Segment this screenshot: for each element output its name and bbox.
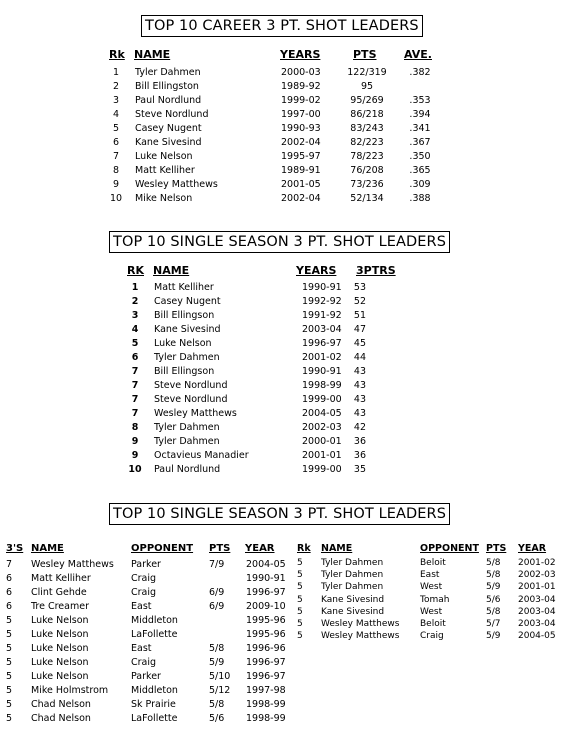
season-row (0, 435, 565, 449)
game-left-row (0, 642, 290, 656)
career-row-name: Kane Sivesind (135, 137, 202, 148)
career-row (0, 192, 565, 206)
game-left-row-opponent: Craig (131, 657, 157, 668)
career-row-rank: 9 (112, 179, 120, 190)
game-right-row-name: Wesley Matthews (321, 619, 400, 629)
career-row-ave: .388 (409, 193, 431, 204)
season-row-rank: 7 (131, 366, 139, 377)
season-row-years: 2002-03 (302, 422, 342, 433)
game-left-row (0, 586, 290, 600)
career-row-name: Paul Nordlund (135, 95, 202, 106)
game-left-row-name: Tre Creamer (31, 601, 89, 612)
game-left-row (0, 558, 290, 572)
game-right-row-rank: 5 (297, 594, 303, 605)
career-row (0, 164, 565, 178)
career-row-name: Wesley Matthews (135, 179, 218, 190)
career-row-pts: 73/236 (350, 179, 384, 190)
season-row (0, 351, 565, 365)
game-left-row-threes: 5 (6, 685, 13, 696)
career-row-ave: .365 (409, 165, 431, 176)
game-left-row-year: 1990-91 (246, 573, 286, 584)
game-left-row-pts: 5/10 (209, 671, 231, 682)
season-row-3ptrs: 43 (353, 380, 366, 391)
career-row-years: 2000-03 (281, 67, 321, 78)
game-left-table (0, 543, 290, 733)
game-left-header-3s: 3'S (6, 543, 24, 554)
career-row-years: 1997-00 (281, 109, 321, 120)
game-left-row-opponent: East (131, 643, 152, 654)
career-row-rank: 8 (112, 165, 120, 176)
season-row-3ptrs: 36 (353, 450, 366, 461)
career-row-years: 1995-97 (281, 151, 321, 162)
career-row (0, 178, 565, 192)
season-row-years: 1999-00 (302, 464, 342, 475)
game-left-row-name: Luke Nelson (31, 671, 89, 682)
season-row-3ptrs: 43 (353, 394, 366, 405)
season-row-name: Steve Nordlund (154, 394, 228, 405)
game-right-row-pts: 5/9 (486, 582, 501, 593)
season-row-name: Paul Nordlund (154, 464, 221, 475)
career-row (0, 108, 565, 122)
game-left-row-opponent: Middleton (131, 615, 178, 626)
game-left-row-year: 1995-96 (246, 629, 286, 640)
career-row-name: Mike Nelson (135, 193, 193, 204)
season-row-rank: 4 (131, 324, 139, 335)
career-row-rank: 3 (112, 95, 120, 106)
career-header-years: YEARS (280, 48, 321, 61)
game-left-row-name: Mike Holmstrom (31, 685, 109, 696)
game-left-header-name: NAME (31, 543, 64, 554)
career-row-pts: 76/208 (350, 165, 384, 176)
game-right-row-name: Tyler Dahmen (321, 582, 384, 593)
game-left-row-opponent: Parker (131, 559, 161, 570)
season-row-name: Casey Nugent (154, 296, 221, 307)
game-left-row-year: 1996-97 (246, 671, 286, 682)
game-left-row (0, 614, 290, 628)
season-row-3ptrs: 53 (353, 282, 366, 293)
career-row (0, 80, 565, 94)
game-right-row-rank: 5 (297, 606, 303, 617)
season-row-name: Tyler Dahmen (154, 436, 220, 447)
career-header-name: NAME (134, 48, 171, 61)
season-row-rank: 2 (131, 296, 139, 307)
season-row-name: Tyler Dahmen (154, 422, 220, 433)
career-header-ave: AVE. (404, 48, 432, 61)
game-right-row-opponent: Beloit (420, 558, 446, 568)
season-row-3ptrs: 47 (353, 324, 366, 335)
career-row-pts: 95 (360, 81, 374, 92)
season-row (0, 337, 565, 351)
game-left-row-year: 1996-96 (246, 643, 286, 654)
season-row-years: 1998-99 (302, 380, 342, 391)
career-row-name: Steve Nordlund (135, 109, 209, 120)
season-row-3ptrs: 43 (353, 366, 366, 377)
game-right-header-year: YEAR (518, 543, 547, 554)
game-left-row-name: Wesley Matthews (31, 559, 114, 570)
game-left-row-opponent: Middleton (131, 685, 178, 696)
season-table (0, 264, 565, 484)
career-row-years: 2001-05 (281, 179, 321, 190)
game-right-row-pts: 5/9 (486, 631, 501, 642)
season-row-3ptrs: 43 (353, 408, 366, 419)
season-row-name: Bill Ellingson (154, 366, 215, 377)
career-row-pts: 52/134 (350, 193, 384, 204)
game-right-row-rank: 5 (297, 582, 303, 593)
season-row-3ptrs: 44 (353, 352, 366, 363)
career-row-ave: .341 (409, 123, 431, 134)
season-row-rank: 7 (131, 380, 139, 391)
career-row-years: 2002-04 (281, 137, 321, 148)
career-row-pts: 95/269 (350, 95, 384, 106)
game-right-row-name: Wesley Matthews (321, 631, 400, 642)
game-left-row-opponent: LaFollette (131, 629, 178, 640)
career-row (0, 122, 565, 136)
game-right-row-pts: 5/6 (486, 594, 501, 605)
game-right-row-name: Tyler Dahmen (321, 570, 384, 581)
game-left-row-opponent: LaFollette (131, 713, 178, 724)
season-row-3ptrs: 51 (353, 310, 366, 321)
game-left-row-year: 1998-99 (246, 699, 286, 710)
game-right-row-opponent: Tomah (420, 594, 450, 605)
game-right-row-opponent: West (420, 582, 443, 593)
game-left-row-name: Chad Nelson (31, 699, 91, 710)
season-row-rank: 3 (131, 310, 139, 321)
game-right-row-pts: 5/8 (486, 570, 501, 581)
career-row-rank: 6 (112, 137, 120, 148)
game-right-row-year: 2003-04 (518, 606, 556, 617)
season-row-years: 1992-92 (302, 296, 342, 307)
game-left-row-threes: 6 (6, 587, 13, 598)
game-left-row-opponent: Craig (131, 573, 157, 584)
career-row-ave: .309 (409, 179, 431, 190)
career-row-pts: 122/319 (347, 67, 387, 78)
season-row (0, 295, 565, 309)
career-row-rank: 2 (112, 81, 120, 92)
game-right-row-pts: 5/8 (486, 606, 501, 617)
game-left-row-pts: 5/12 (209, 685, 231, 696)
career-header-rk: Rk (109, 48, 125, 61)
game-left-row-threes: 5 (6, 657, 13, 668)
game-left-row-year: 2004-05 (246, 559, 286, 570)
season-row (0, 449, 565, 463)
game-left-row-name: Clint Gehde (31, 587, 87, 598)
season-row-rank: 9 (131, 450, 139, 461)
season-row-years: 1991-92 (302, 310, 342, 321)
game-left-row (0, 656, 290, 670)
game-left-header-opponent: OPPONENT (131, 543, 194, 554)
career-row-pts: 82/223 (350, 137, 384, 148)
career-row-ave: .353 (409, 95, 431, 106)
season-row-rank: 6 (131, 352, 139, 363)
game-left-row-threes: 5 (6, 643, 13, 654)
game-left-row-year: 1995-96 (246, 615, 286, 626)
game-left-row-name: Chad Nelson (31, 713, 91, 724)
career-row-name: Matt Kelliher (135, 165, 195, 176)
season-header-years: YEARS (296, 264, 337, 277)
game-right-row-name: Kane Sivesind (321, 606, 385, 617)
season-row-rank: 7 (131, 408, 139, 419)
career-row (0, 150, 565, 164)
game-left-row-pts: 5/6 (209, 713, 225, 724)
game-left-row-threes: 7 (6, 559, 13, 570)
game-right-row-rank: 5 (297, 558, 303, 568)
season-row-rank: 8 (131, 422, 139, 433)
game-left-row (0, 670, 290, 684)
career-table (0, 48, 565, 248)
game-left-row (0, 600, 290, 614)
career-row-ave: .350 (409, 151, 431, 162)
season-row-name: Wesley Matthews (154, 408, 237, 419)
season-row-years: 1990-91 (302, 282, 342, 293)
game-left-row (0, 712, 290, 726)
career-row-ave: .367 (409, 137, 431, 148)
career-row-years: 2002-04 (281, 193, 321, 204)
season-header-name: NAME (153, 264, 190, 277)
season-row-years: 1990-91 (302, 366, 342, 377)
season-row-years: 1996-97 (302, 338, 342, 349)
game-title: TOP 10 SINGLE SEASON 3 PT. SHOT LEADERS (109, 503, 450, 525)
game-left-row-pts: 6/9 (209, 587, 225, 598)
season-row-name: Steve Nordlund (154, 380, 228, 391)
career-row-ave: .382 (409, 67, 431, 78)
game-left-row (0, 684, 290, 698)
game-left-row-threes: 5 (6, 629, 13, 640)
game-right-row (290, 629, 565, 643)
career-row-rank: 7 (112, 151, 120, 162)
season-row-years: 2003-04 (302, 324, 342, 335)
season-row (0, 309, 565, 323)
game-right-row-year: 2003-04 (518, 594, 556, 605)
game-left-row-pts: 5/9 (209, 657, 225, 668)
game-right-row-opponent: Beloit (420, 619, 446, 629)
career-row-rank: 10 (109, 193, 123, 204)
game-right-row-rank: 5 (297, 631, 303, 642)
game-right-table (290, 543, 565, 653)
game-right-row-year: 2001-01 (518, 582, 556, 593)
game-right-row-opponent: Craig (420, 631, 444, 642)
season-row-3ptrs: 45 (353, 338, 366, 349)
season-row-3ptrs: 42 (353, 422, 366, 433)
game-left-row-name: Luke Nelson (31, 643, 89, 654)
season-row-rank: 1 (131, 282, 139, 293)
game-left-row (0, 698, 290, 712)
career-row-name: Luke Nelson (135, 151, 193, 162)
game-right-row-year: 2003-04 (518, 619, 556, 629)
season-row (0, 407, 565, 421)
season-row-rank: 10 (128, 464, 142, 475)
game-left-row-year: 1997-98 (246, 685, 286, 696)
game-right-row-year: 2001-02 (518, 558, 556, 568)
career-row-pts: 83/243 (350, 123, 384, 134)
game-right-row-year: 2004-05 (518, 631, 556, 642)
career-row (0, 136, 565, 150)
game-left-row-opponent: East (131, 601, 152, 612)
career-row-name: Casey Nugent (135, 123, 202, 134)
game-left-row-pts: 7/9 (209, 559, 225, 570)
season-row-name: Octavieus Manadier (154, 450, 249, 461)
game-left-row (0, 572, 290, 586)
game-right-row-pts: 5/7 (486, 619, 501, 629)
season-row (0, 281, 565, 295)
career-row-pts: 86/218 (350, 109, 384, 120)
game-right-row-name: Tyler Dahmen (321, 558, 384, 568)
game-left-row-name: Luke Nelson (31, 657, 89, 668)
game-left-row-threes: 5 (6, 671, 13, 682)
game-right-row-pts: 5/8 (486, 558, 501, 568)
game-right-row-year: 2002-03 (518, 570, 556, 581)
season-row (0, 463, 565, 477)
season-row-name: Tyler Dahmen (154, 352, 220, 363)
career-row-name: Bill Ellingston (135, 81, 199, 92)
career-row-rank: 1 (112, 67, 120, 78)
career-row-name: Tyler Dahmen (135, 67, 201, 78)
season-row-3ptrs: 52 (353, 296, 366, 307)
game-left-row-year: 1998-99 (246, 713, 286, 724)
game-left-row-threes: 6 (6, 573, 13, 584)
season-row (0, 379, 565, 393)
game-left-row-name: Luke Nelson (31, 629, 89, 640)
career-row-years: 1999-02 (281, 95, 321, 106)
game-left-row-name: Matt Kelliher (31, 573, 91, 584)
game-left-row-pts: 5/8 (209, 699, 225, 710)
game-left-row-year: 2009-10 (246, 601, 286, 612)
game-right-header-opponent: OPPONENT (420, 543, 479, 554)
game-right-row-opponent: West (420, 606, 443, 617)
game-left-row-pts: 6/9 (209, 601, 225, 612)
season-row-name: Luke Nelson (154, 338, 212, 349)
game-left-row-threes: 6 (6, 601, 13, 612)
career-row (0, 66, 565, 80)
career-row-years: 1989-92 (281, 81, 321, 92)
season-row (0, 393, 565, 407)
game-right-header-name: NAME (321, 543, 353, 554)
season-title: TOP 10 SINGLE SEASON 3 PT. SHOT LEADERS (109, 231, 450, 253)
career-row-years: 1990-93 (281, 123, 321, 134)
game-left-row-opponent: Sk Prairie (131, 699, 176, 710)
season-row-rank: 5 (131, 338, 139, 349)
career-row-rank: 5 (112, 123, 120, 134)
season-row-years: 2004-05 (302, 408, 342, 419)
game-left-row-threes: 5 (6, 713, 13, 724)
career-row-ave: .394 (409, 109, 431, 120)
season-header-3ptrs: 3PTRS (356, 264, 396, 277)
career-row-pts: 78/223 (350, 151, 384, 162)
season-row (0, 421, 565, 435)
season-row-years: 2001-02 (302, 352, 342, 363)
career-row (0, 94, 565, 108)
season-row-3ptrs: 36 (353, 436, 366, 447)
season-row-name: Kane Sivesind (154, 324, 221, 335)
game-left-row-year: 1996-97 (246, 587, 286, 598)
game-left-row-opponent: Craig (131, 587, 157, 598)
game-left-row-threes: 5 (6, 699, 13, 710)
game-right-row-rank: 5 (297, 570, 303, 581)
career-title: TOP 10 CAREER 3 PT. SHOT LEADERS (141, 15, 423, 37)
game-left-row-name: Luke Nelson (31, 615, 89, 626)
game-right-row-opponent: East (420, 570, 440, 581)
season-row (0, 323, 565, 337)
game-left-row-opponent: Parker (131, 671, 161, 682)
game-right-row-rank: 5 (297, 619, 303, 629)
season-row-years: 1999-00 (302, 394, 342, 405)
game-left-row-threes: 5 (6, 615, 13, 626)
career-row-rank: 4 (112, 109, 120, 120)
game-left-header-year: YEAR (245, 543, 275, 554)
season-row-years: 2001-01 (302, 450, 342, 461)
game-left-header-pts: PTS (209, 543, 231, 554)
game-left-row-pts: 5/8 (209, 643, 225, 654)
game-right-header-pts: PTS (486, 543, 507, 554)
career-row-years: 1989-91 (281, 165, 321, 176)
game-right-row-name: Kane Sivesind (321, 594, 385, 605)
season-row-rank: 7 (131, 394, 139, 405)
season-row-3ptrs: 35 (353, 464, 366, 475)
season-row (0, 365, 565, 379)
game-left-row (0, 628, 290, 642)
season-row-rank: 9 (131, 436, 139, 447)
game-left-row-year: 1996-97 (246, 657, 286, 668)
season-row-years: 2000-01 (302, 436, 342, 447)
game-right-header-rk: Rk (297, 543, 311, 554)
season-header-rk: RK (127, 264, 144, 277)
season-row-name: Matt Kelliher (154, 282, 214, 293)
career-header-pts: PTS (353, 48, 377, 61)
season-row-name: Bill Ellingson (154, 310, 215, 321)
